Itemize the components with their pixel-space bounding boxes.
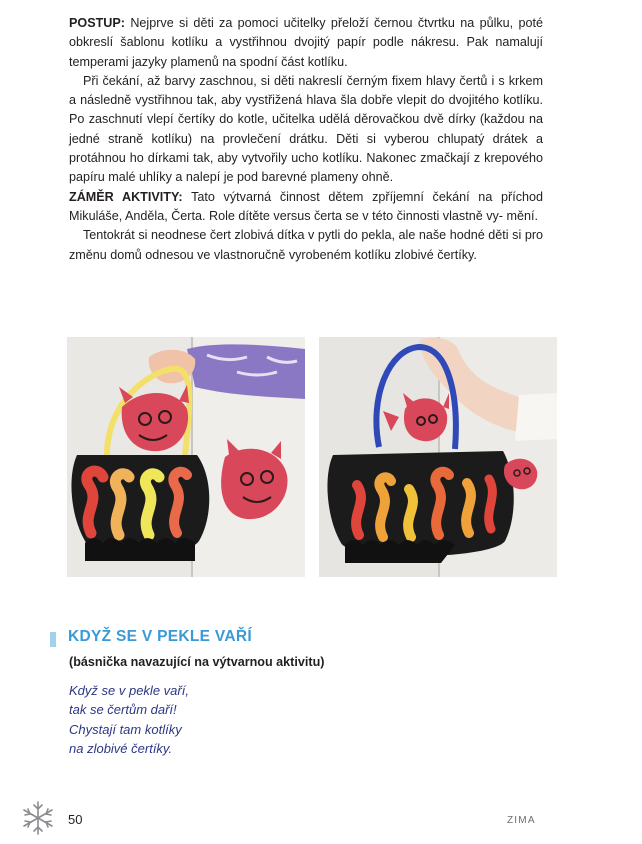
label-zamer-aktivity: ZÁMĚR AKTIVITY: — [69, 189, 183, 204]
cauldron-photo-left — [67, 337, 305, 577]
text-line: chlupatý drátek a protáhnou ho dírkami tak, aby vytvořily ucho kotlíku. Nakonec — [69, 131, 543, 166]
poem-line: Chystají tam kotlíky — [69, 721, 182, 737]
snowflake-icon — [20, 800, 56, 836]
poem-line: tak se čertům daří! — [69, 702, 177, 718]
label-postup: POSTUP: — [69, 16, 125, 30]
text-line: dvojitého kotlíku. Po zaschnutí vlepí čertíky do kotle, učitelka udělá děrovačkou — [69, 93, 544, 127]
text-line: i s krkem a následně vystřihnou tak, aby vystřižená hlava šla dobře vlepit do — [69, 73, 543, 108]
poem-line: Když se v pekle vaří, — [69, 683, 189, 698]
section-name: ZIMA — [507, 815, 536, 826]
text-line: Tentokrát si neodnese čert zlobivá dítka v pytli do pekla, ale naše hodné děti — [83, 228, 509, 243]
heading-accent-bar — [50, 632, 56, 647]
instructions-text — [69, 14, 543, 265]
poem-text — [69, 681, 189, 759]
paragraph-zamer — [69, 188, 543, 227]
text-line: Mikuláše, Anděla, Čerta. Role dítěte versus čerta se v této činnosti vlastně vy- — [69, 208, 503, 223]
poem-subtitle: (básnička navazující na výtvarnou aktivitu) — [69, 655, 325, 669]
paragraph-tentokrat — [69, 226, 543, 265]
text-line: zmačkají z krepového papíru malé uhlíky a nalepí je pod barevné plameny ohně. — [69, 151, 543, 185]
text-line: namalují temperami jazyky plamenů na spodní část kotlíku. — [69, 35, 543, 69]
text-line: dvě dírky (každou na jedné straně kotlíku) na provlečení drátku. Děti si vyberou — [69, 112, 543, 146]
text-line: Tato výtvarná činnost dětem zpříjemní čekání na příchod — [191, 189, 543, 204]
poem-title: KDYŽ SE V PEKLE VAŘÍ — [68, 628, 252, 645]
poem-line: na zlobivé čertíky. — [69, 741, 173, 757]
text-line: Nejprve si děti za pomoci učitelky přeloží černou čtvrtku na půlku, — [130, 16, 514, 30]
paragraph-postup — [69, 14, 543, 72]
paragraph-cekani — [69, 72, 543, 188]
page-number: 50 — [68, 812, 83, 827]
text-line: si pro změnu domů odnesou ve vlastnoručně vyrobeném kotlíku zlobivé čertíky. — [69, 228, 544, 262]
text-line: Při čekání, až barvy zaschnou, si děti nakreslí černým fixem hlavy čertů — [83, 73, 488, 88]
cauldron-photo-right — [319, 337, 557, 577]
text-line: mění. — [506, 208, 538, 223]
text-line: poté obkreslí šablonu kotlíku a vystřihnou dvojitý papír podle nákresu. Pak — [69, 16, 544, 50]
